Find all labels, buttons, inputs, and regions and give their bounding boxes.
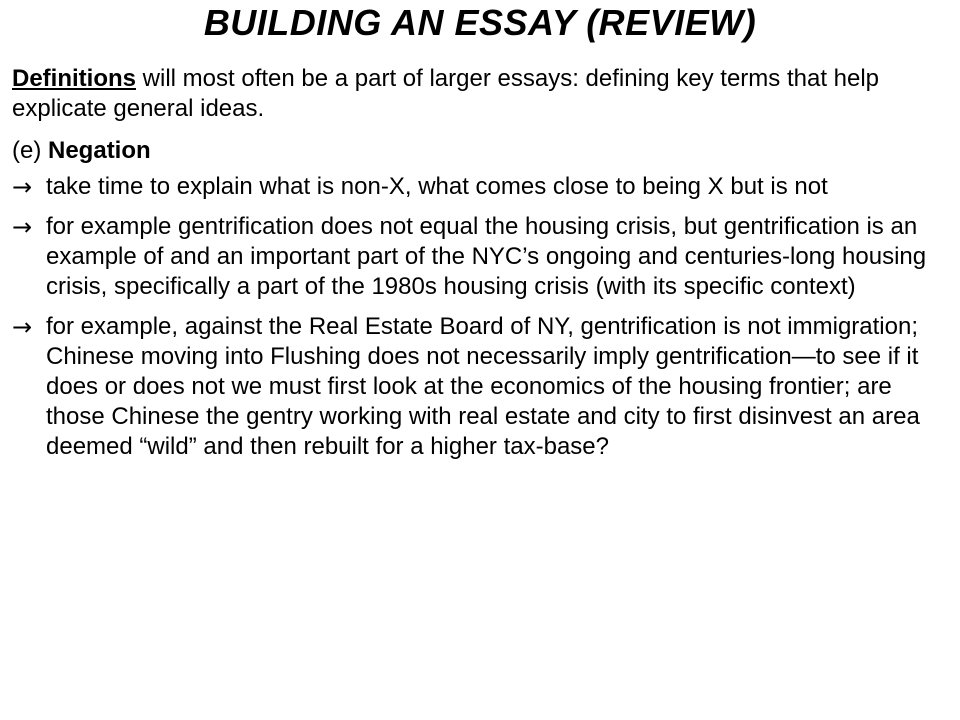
- definitions-term: Definitions: [12, 65, 136, 92]
- bullet-item-1: [12, 172, 948, 202]
- arrow-right-icon: →: [12, 213, 33, 241]
- arrow-right-icon: →: [12, 173, 33, 201]
- slide-title: BUILDING AN ESSAY (REVIEW): [203, 2, 757, 43]
- arrow-right-icon: →: [12, 313, 33, 341]
- bullet-text-1: take time to explain what is non-X, what comes close to being X but is not: [46, 173, 828, 200]
- section-prefix: (e): [12, 137, 48, 164]
- bullet-text-2: for example gentrification does not equal the housing crisis, but gentrification is an example of and an important part of the NYC’s ongoing and centuries-long housing crisis, specifically a part of the 1980s housing crisis (with its specific context): [46, 213, 927, 300]
- negation-heading: Negation: [48, 137, 151, 164]
- bullet-item-3: [12, 312, 948, 462]
- intro-paragraph: [12, 64, 948, 124]
- slide-body: [12, 64, 948, 472]
- bullet-item-2: [12, 212, 948, 302]
- bullet-text-3: for example, against the Real Estate Board of NY, gentrification is not immigration; Chinese moving into Flushing does not necessarily imply gentrification—to see if it does or does not we must first look at the economics of the housing frontier; are those Chinese the gentry working with real estate and city to first disinvest an area deemed “wild” and then rebuilt for a higher tax-base?: [46, 313, 920, 460]
- section-heading: [12, 136, 948, 166]
- intro-text: will most often be a part of larger essays: defining key terms that help explicate general ideas.: [12, 65, 880, 122]
